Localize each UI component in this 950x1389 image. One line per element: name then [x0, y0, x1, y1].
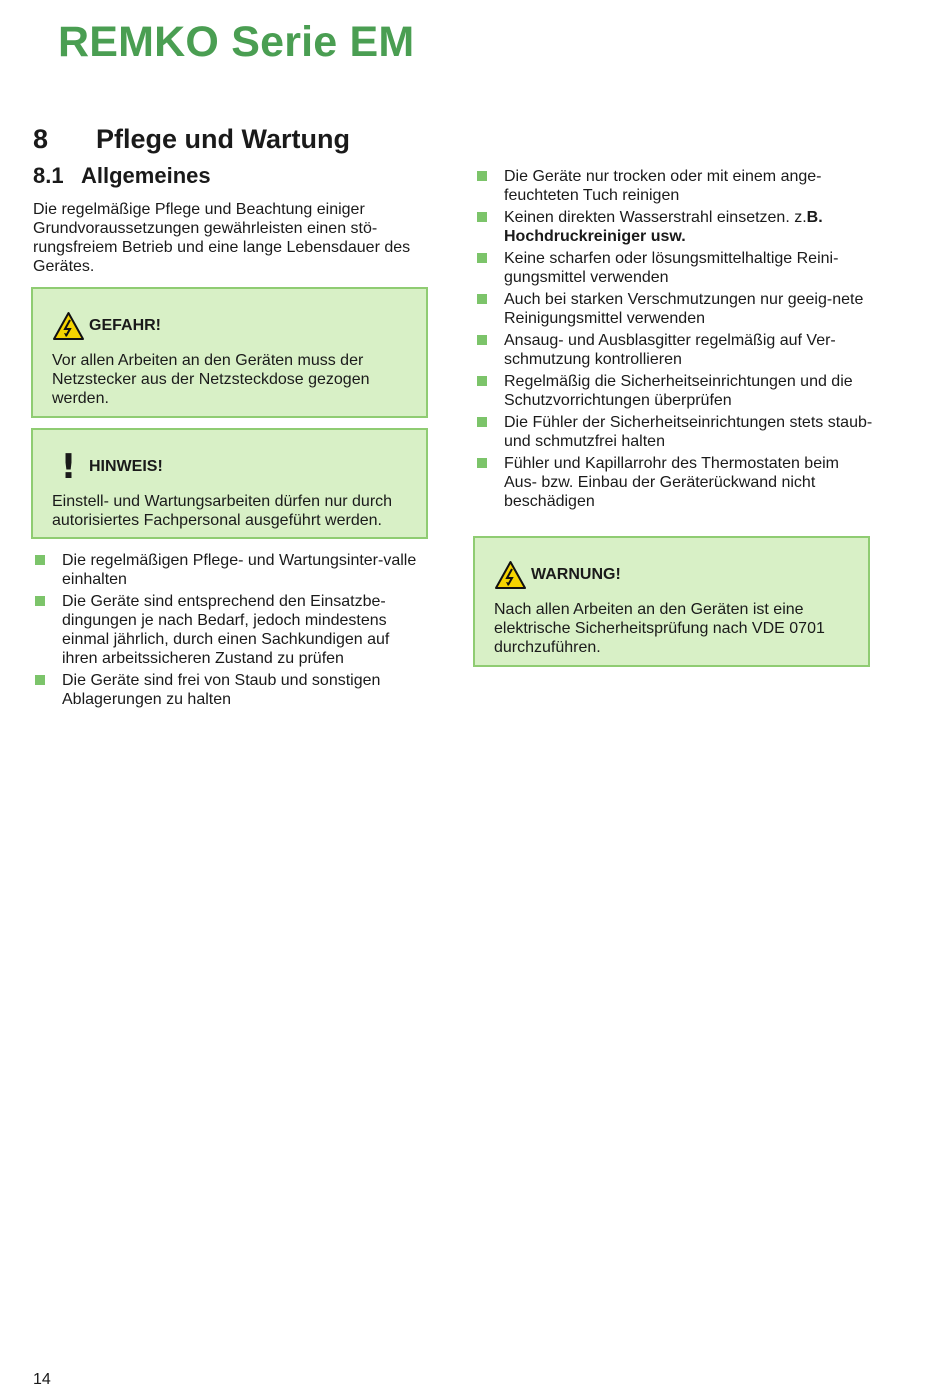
bullet-square-icon — [477, 335, 487, 345]
list-item: Die Geräte sind frei von Staub und sonstigen Ablagerungen zu halten — [33, 671, 423, 709]
high-voltage-warning-icon — [52, 311, 85, 341]
list-item: Regelmäßig die Sicherheitseinrichtungen und die Schutzvorrichtungen überprüfen — [475, 372, 875, 410]
danger-text: Vor allen Arbeiten an den Geräten muss der Netzstecker aus der Netzsteckdose gezogen werden. — [52, 352, 370, 407]
warning-text: Nach allen Arbeiten an den Geräten ist eine elektrische Sicherheitsprüfung nach VDE 0701 durchzuführen. — [494, 601, 825, 656]
list-item: Die Fühler der Sicherheitseinrichtungen stets staub- und schmutzfrei halten — [475, 413, 875, 451]
warning-label: WARNUNG! — [531, 566, 621, 583]
list-item: Keine scharfen oder lösungsmittelhaltige Reini-gungsmittel verwenden — [475, 249, 875, 287]
high-voltage-warning-icon — [494, 560, 527, 590]
bullet-square-icon — [477, 294, 487, 304]
page-number: 14 — [33, 1371, 51, 1388]
list-item: Keinen direkten Wasserstrahl einsetzen. z.B. Hochdruckreiniger usw. — [475, 208, 875, 246]
list-item: Die Geräte nur trocken oder mit einem ange-feuchteten Tuch reinigen — [475, 167, 875, 205]
right-bullet-list — [475, 167, 875, 514]
section-title: Allgemeines — [81, 163, 211, 188]
list-item: Die Geräte sind entsprechend den Einsatzbe-dingungen je nach Bedarf, jedoch mindestens einmal jährlich, durch einen Sachkundigen auf ihren arbeitssicheren Zustand zu prüfen — [33, 592, 423, 668]
hint-label: HINWEIS! — [89, 458, 163, 475]
intro-paragraph: Die regelmäßige Pflege und Beachtung einiger Grundvoraussetzungen gewährleisten einen stö-rungsfreiem Betrieb und eine lange Lebensdauer des Gerätes. — [33, 201, 411, 275]
list-item: Auch bei starken Verschmutzungen nur geeig-nete Reinigungsmittel verwenden — [475, 290, 875, 328]
danger-label: GEFAHR! — [89, 317, 161, 334]
section-number: 8.1 — [33, 163, 64, 188]
chapter-number: 8 — [33, 124, 49, 154]
left-bullet-list — [33, 551, 423, 712]
hint-text: Einstell- und Wartungsarbeiten dürfen nur durch autorisiertes Fachpersonal ausgeführt werden. — [52, 493, 393, 529]
bullet-square-icon — [35, 596, 45, 606]
bullet-square-icon — [477, 171, 487, 181]
list-item: Ansaug- und Ausblasgitter regelmäßig auf Ver-schmutzung kontrollieren — [475, 331, 875, 369]
warning-notice — [473, 536, 870, 667]
bullet-square-icon — [477, 253, 487, 263]
bullet-square-icon — [35, 675, 45, 685]
chapter-title: Pflege und Wartung — [96, 124, 350, 154]
hint-notice — [31, 428, 428, 539]
danger-notice — [31, 287, 428, 418]
document-title: REMKO Serie EM — [58, 18, 415, 66]
list-item: Die regelmäßigen Pflege- und Wartungsinter-valle einhalten — [33, 551, 423, 589]
bullet-square-icon — [35, 555, 45, 565]
bullet-square-icon — [477, 376, 487, 386]
exclamation-icon: ! — [60, 447, 77, 487]
bullet-square-icon — [477, 212, 487, 222]
bullet-square-icon — [477, 458, 487, 468]
bullet-square-icon — [477, 417, 487, 427]
section-heading — [33, 163, 211, 189]
chapter-heading — [33, 124, 350, 155]
list-item: Fühler und Kapillarrohr des Thermostaten beim Aus- bzw. Einbau der Geräterückwand nicht beschädigen — [475, 454, 875, 511]
